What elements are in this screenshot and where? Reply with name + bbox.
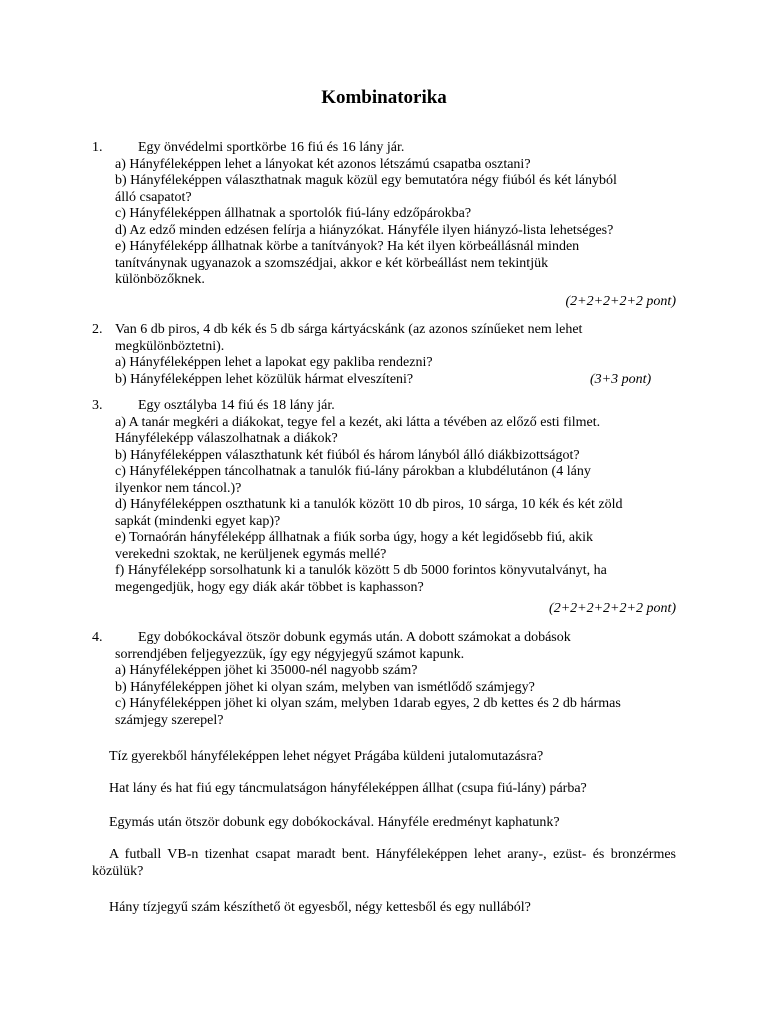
- problem-line: a) Hányféleképpen lehet a lapokat egy pakliba rendezni?: [115, 355, 433, 370]
- problem-line: e) Tornaórán hányféleképp állhatnak a fiúk sorba úgy, hogy a két legidősebb fiú, akik: [115, 530, 593, 545]
- problem-intro: Egy önvédelmi sportkörbe 16 fiú és 16 lány jár.: [138, 140, 405, 155]
- extra-exercise-text: Egymás után ötször dobunk egy dobókockával. Hányféle eredményt kaphatunk?: [109, 815, 560, 830]
- extra-exercise: [92, 847, 676, 880]
- problem-line: ilyenkor nem táncol.)?: [115, 480, 242, 496]
- problem-line: b) Hányféleképpen lehet közülük hármat elveszíteni?: [115, 371, 414, 387]
- problem-body: [115, 157, 680, 289]
- problem-line: sapkát (mindenki egyet kap)?: [115, 513, 281, 529]
- problem-line: megengedjük, hogy egy diák akár többet is kaphasson?: [115, 579, 424, 595]
- problem-body: [115, 647, 680, 730]
- problem-line: álló csapatot?: [115, 189, 192, 205]
- problem-line: a) Hányféleképpen jöhet ki 35000-nél nagyobb szám?: [115, 663, 418, 678]
- problem-3: [92, 398, 680, 618]
- extra-exercise-text: Tíz gyerekből hányféleképpen lehet négyet Prágába küldeni jutalomutazásra?: [109, 749, 544, 764]
- points-label: (2+2+2+2+2 pont): [565, 293, 676, 309]
- problem-line: c) Hányféleképpen táncolhatnak a tanulók fiú-lány párokban a klubdélutánon (4 lány: [115, 464, 591, 479]
- problem-intro: Egy dobókockával ötször dobunk egymás után. A dobott számokat a dobások: [138, 630, 571, 645]
- problem-line: c) Hányféleképpen jöhet ki olyan szám, melyben 1darab egyes, 2 db kettes és 2 db hármas: [115, 696, 621, 711]
- problem-line: d) Az edző minden edzésen felírja a hiányzókat. Hányféle ilyen hiányzó-lista lehetséges?: [115, 222, 614, 238]
- problem-line: b) Hányféleképpen választhatnak maguk közül egy bemutatóra négy fiúból és két lányból: [115, 173, 617, 188]
- points-label: (3+3 pont): [590, 371, 652, 387]
- problem-line: sorrendjében feljegyezzük, így egy négyjegyű számot kapunk.: [115, 646, 465, 662]
- problem-line: a) Hányféleképpen lehet a lányokat két azonos létszámú csapatba osztani?: [115, 156, 531, 172]
- problem-2: [92, 322, 680, 388]
- problem-line: c) Hányféleképpen állhatnak a sportolók fiú-lány edzőpárokba?: [115, 206, 472, 221]
- problem-number: 4.: [92, 630, 103, 645]
- problem-1: [92, 140, 680, 310]
- problem-intro: Van 6 db piros, 4 db kék és 5 db sárga kártyácskánk (az azonos színűeket nem lehet: [115, 322, 583, 337]
- extra-exercise: [92, 900, 676, 917]
- problem-line: tanítványnak ugyanazok a szomszédjai, akkor e két körbeállást nem tekintjük: [115, 255, 549, 271]
- problem-intro: Egy osztályba 14 fiú és 18 lány jár.: [138, 398, 335, 413]
- problem-line: Hányféleképp válaszolhatnak a diákok?: [115, 431, 338, 446]
- problem-number: 2.: [92, 322, 103, 337]
- problem-line: megkülönböztetni).: [115, 338, 225, 354]
- problem-line: d) Hányféleképpen oszthatunk ki a tanulók között 10 db piros, 10 sárga, 10 kék és két zöld: [115, 497, 623, 512]
- extra-exercise-text: Hány tízjegyű szám készíthető öt egyesből, négy kettesből és egy nullából?: [109, 900, 531, 915]
- problem-line: számjegy szerepel?: [115, 712, 224, 728]
- extra-exercise: [92, 781, 676, 798]
- problem-line: b) Hányféleképpen választhatunk két fiúból és három lányból álló diákbizottságot?: [115, 447, 580, 463]
- extra-exercise: [92, 815, 676, 832]
- points-label: (2+2+2+2+2+2 pont): [549, 601, 676, 616]
- problem-4: [92, 630, 680, 729]
- problem-line: különbözőknek.: [115, 272, 205, 287]
- extra-exercise-text: Hat lány és hat fiú egy táncmulatságon hányféleképpen állhat (csupa fiú-lány) párba?: [109, 781, 587, 796]
- problem-line: f) Hányféleképp sorsolhatunk ki a tanulók között 5 db 5000 forintos könyvutalványt, ha: [115, 563, 607, 578]
- problem-line: b) Hányféleképpen jöhet ki olyan szám, melyben van ismétlődő számjegy?: [115, 679, 535, 695]
- problem-body: [115, 415, 680, 597]
- extra-exercise-text: A futball VB-n tizenhat csapat maradt bent. Hányféleképpen lehet arany-, ezüst- és bronzérmes közülük?: [92, 847, 676, 879]
- problem-line: a) A tanár megkéri a diákokat, tegye fel a kezét, aki látta a tévében az előző esti filmet.: [115, 414, 601, 430]
- extra-exercise: [92, 749, 676, 766]
- document-title: Kombinatorika: [321, 87, 447, 108]
- problem-line: e) Hányféleképp állhatnak körbe a tanítványok? Ha két ilyen körbeállásnál minden: [115, 239, 580, 254]
- problem-number: 1.: [92, 140, 103, 155]
- problem-number: 3.: [92, 398, 103, 413]
- problem-line: verekedni szoktak, ne kerüljenek egymás mellé?: [115, 546, 387, 562]
